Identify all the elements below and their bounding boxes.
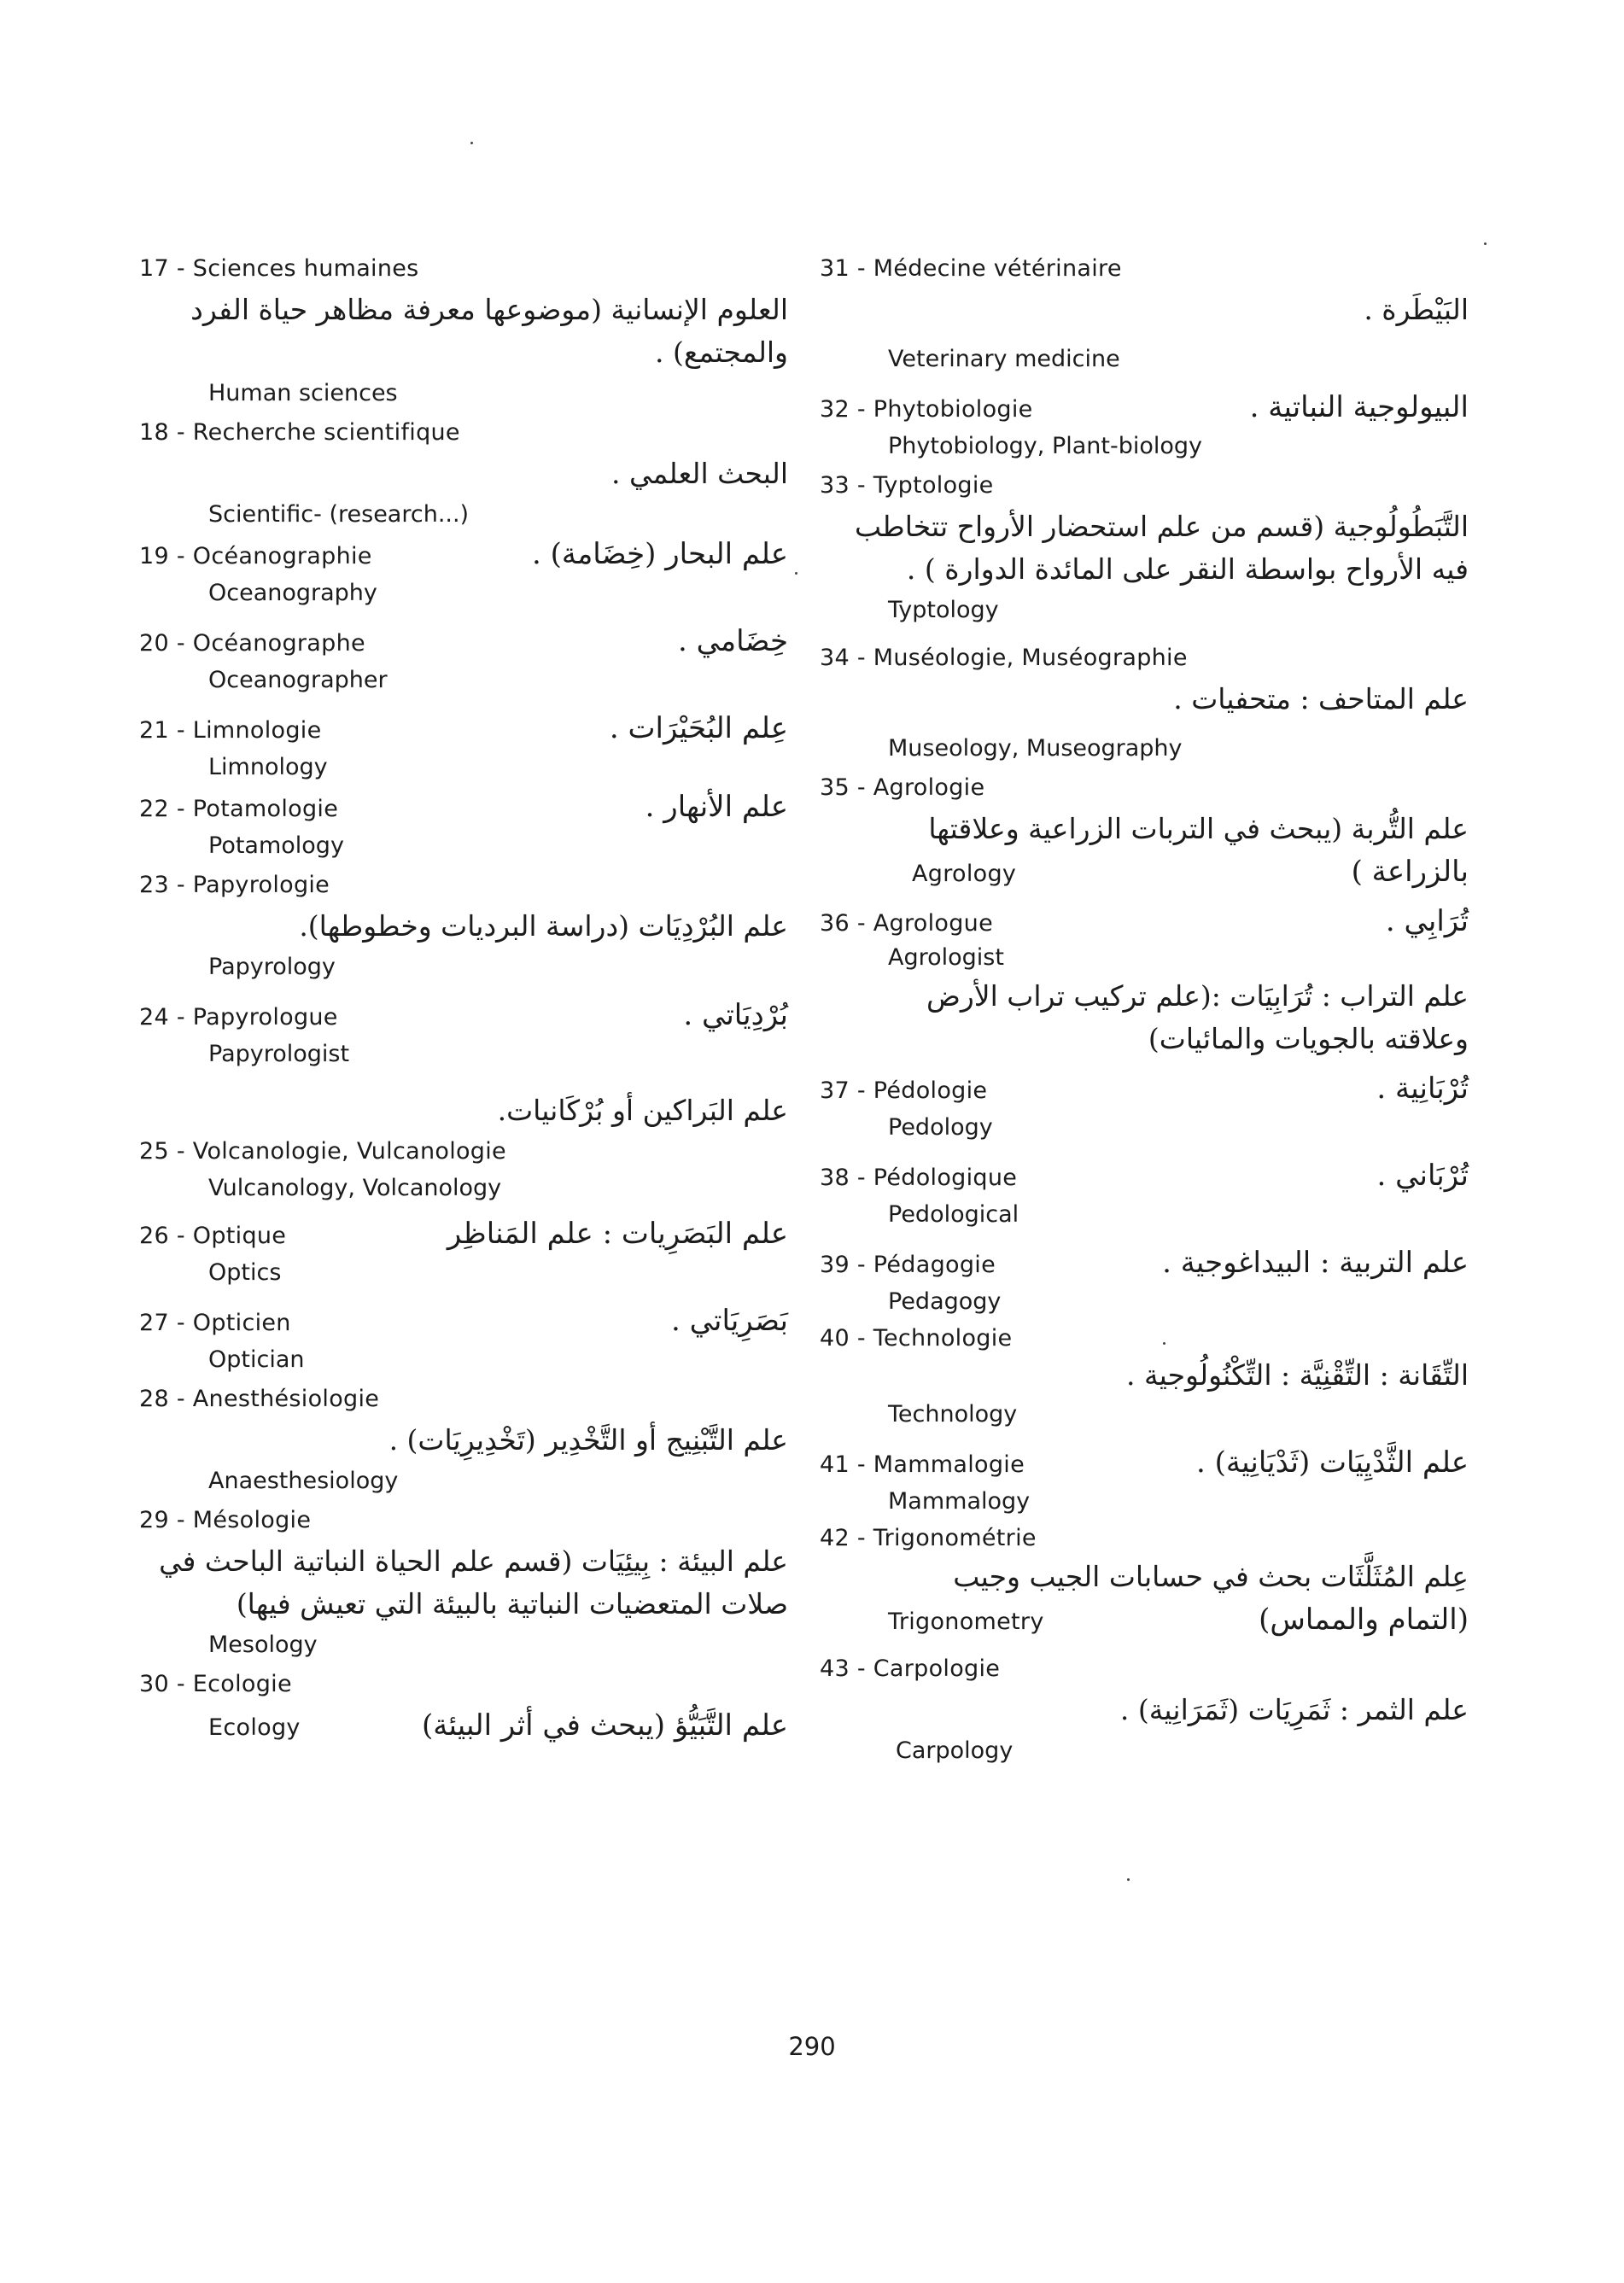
- scan-speck: [1163, 1342, 1165, 1345]
- entry-26: [139, 1214, 788, 1293]
- entry-arabic-definition-next: علم البَراكين أو بُرْكَانيات.: [497, 1094, 788, 1127]
- entry-english-term: Scientific- (research...): [208, 501, 470, 528]
- entry-french-term: 27 - Opticien: [139, 1310, 291, 1336]
- entry-english-term: Pedological: [888, 1201, 1019, 1228]
- entry-english-term: Papyrology: [208, 954, 336, 980]
- entry-34: [820, 639, 1469, 768]
- entry-english-term: Optics: [208, 1259, 282, 1286]
- entry-32: [820, 388, 1469, 466]
- entry-23: [139, 866, 788, 987]
- scan-speck: [1484, 242, 1487, 245]
- entry-30: [139, 1665, 788, 1747]
- entry-arabic-definition: خِضَامي .: [677, 624, 788, 658]
- entry-arabic-definition: تُرْبَانِية .: [1376, 1071, 1469, 1106]
- entry-french-term: 19 - Océanographie: [139, 543, 372, 569]
- entry-arabic-definition: التِّقَانة : التِّقْنِيَّة : التِّكْنُولُوجية .: [1125, 1358, 1469, 1392]
- entry-french-term: 25 - Volcanologie, Vulcanologie: [139, 1138, 506, 1165]
- entry-19: [139, 534, 788, 613]
- entry-arabic-definition: عِلم المُثَلَّثَات بحث في حسابات الجيب وجيب: [953, 1560, 1469, 1593]
- entry-arabic-definition: علم التُّربة (يبحث في التربات الزراعية وعلاقتها: [928, 812, 1469, 845]
- entry-arabic-definition-next: علم التراب : تُرَابِيَات :(علم تركيب تراب الأرض وعلاقته بالجويات والمائيات): [926, 979, 1469, 1055]
- entry-arabic-definition-cont: بالزراعة ): [1351, 855, 1469, 889]
- entry-english-term: Pedagogy: [888, 1288, 1002, 1315]
- entry-english-term: Phytobiology, Plant-biology: [888, 433, 1203, 459]
- entry-38: [820, 1156, 1469, 1235]
- entry-french-term: 23 - Papyrologie: [139, 872, 330, 898]
- entry-english-term: Papyrologist: [208, 1041, 350, 1067]
- right-column: [820, 249, 1469, 1771]
- entry-french-term: 37 - Pédologie: [820, 1077, 988, 1104]
- entry-french-term: 28 - Anesthésiologie: [139, 1386, 380, 1412]
- entry-27: [139, 1301, 788, 1380]
- entry-arabic-definition: علم الأنهار .: [645, 790, 788, 824]
- entry-french-term: 29 - Mésologie: [139, 1507, 312, 1533]
- entry-22: [139, 787, 788, 866]
- entry-28: [139, 1380, 788, 1501]
- entry-42: [820, 1521, 1469, 1641]
- entry-24: [139, 996, 788, 1132]
- entry-31: [820, 249, 1469, 379]
- entry-arabic-definition: البَيْطَرة .: [1364, 293, 1469, 326]
- entry-arabic-definition: علم التَّبَيُّؤ (يبحث في أثر البيئة): [421, 1708, 788, 1743]
- entry-french-term: 26 - Optique: [139, 1223, 287, 1249]
- entry-arabic-definition: علم البُرْدِيَات (دراسة البرديات وخطوطها).: [299, 909, 788, 943]
- entry-english-term: Potamology: [208, 832, 344, 859]
- entry-french-term: 18 - Recherche scientifique: [139, 419, 460, 446]
- entry-english-term: Pedology: [888, 1114, 993, 1141]
- scan-speck: [470, 142, 473, 144]
- entry-english-term: Typtology: [888, 597, 999, 623]
- entry-french-term: 31 - Médecine vétérinaire: [820, 255, 1122, 282]
- entry-french-term: 24 - Papyrologue: [139, 1004, 338, 1031]
- entry-arabic-definition: علم الثمر : ثَمَرِيَات (ثَمَرَانِية) .: [1119, 1693, 1469, 1726]
- entry-41: [820, 1443, 1469, 1521]
- entry-english-term: Limnology: [208, 754, 328, 780]
- left-column: [139, 249, 788, 1747]
- entry-french-term: 33 - Typtologie: [820, 472, 994, 499]
- entry-arabic-definition: علم الثَّدْيِيَات (ثَدْيَانِية) .: [1195, 1445, 1469, 1480]
- entry-french-term: 20 - Océanographe: [139, 630, 365, 657]
- entry-french-term: 36 - Agrologue: [820, 910, 993, 937]
- entry-english-term: Oceanographer: [208, 667, 388, 693]
- entry-39: [820, 1243, 1469, 1322]
- entry-english-term: Mammalogy: [888, 1488, 1031, 1515]
- entry-35: [820, 768, 1469, 893]
- entry-french-term: 43 - Carpologie: [820, 1655, 1001, 1682]
- entry-english-term: Human sciences: [208, 380, 398, 406]
- entry-20: [139, 622, 788, 700]
- entry-french-term: 32 - Phytobiologie: [820, 396, 1033, 423]
- entry-arabic-definition-cont: (التمام والمماس): [1259, 1603, 1469, 1637]
- entry-english-term: Optician: [208, 1346, 305, 1373]
- entry-arabic-definition: علم البحار (خِضَامة) .: [531, 537, 788, 571]
- entry-33: [820, 466, 1469, 630]
- entry-36: [820, 902, 1469, 1060]
- entry-english-term: Trigonometry: [888, 1609, 1044, 1635]
- entry-arabic-definition: التَّبَطُولُوجية (قسم من علم استحضار الأرواح تتخاطب فيه الأرواح بواسطة النقر على المائدة الدوارة ) .: [855, 510, 1469, 586]
- entry-arabic-definition: البحث العلمي .: [610, 457, 788, 490]
- entry-arabic-definition: بُرْدِيَاتي .: [683, 998, 788, 1032]
- entry-40: [820, 1322, 1469, 1434]
- entry-arabic-definition: تُرْبَاني .: [1376, 1159, 1469, 1193]
- entry-english-term: Anaesthesiology: [208, 1468, 399, 1494]
- entry-french-term: 34 - Muséologie, Muséographie: [820, 645, 1188, 671]
- entry-21: [139, 709, 788, 787]
- entry-english-term: Mesology: [208, 1632, 318, 1658]
- entry-english-term: Agrologist: [888, 944, 1004, 971]
- entry-french-term: 22 - Potamologie: [139, 796, 339, 822]
- entry-29: [139, 1501, 788, 1665]
- entry-english-term: Museology, Museography: [888, 735, 1183, 762]
- entry-english-term: Veterinary medicine: [888, 346, 1120, 372]
- entry-french-term: 40 - Technologie: [820, 1325, 1013, 1352]
- scan-speck: [795, 572, 797, 575]
- entry-arabic-definition: تُرَابِي .: [1385, 904, 1469, 938]
- entry-english-term: Technology: [888, 1401, 1018, 1428]
- entry-english-term: Agrology: [912, 861, 1017, 887]
- page-number: 290: [788, 2032, 836, 2061]
- entry-arabic-definition: علم البيئة : بِيئِيَات (قسم علم الحياة النباتية الباحث في صلات المتعضيات النباتية بالبيئة التي تعيش فيها): [159, 1544, 788, 1620]
- entry-french-term: 41 - Mammalogie: [820, 1451, 1025, 1478]
- entry-arabic-definition: عِلم البُحَيْرَات .: [609, 711, 788, 745]
- entry-17: [139, 249, 788, 413]
- entry-english-term: Ecology: [208, 1714, 301, 1741]
- entry-18: [139, 413, 788, 534]
- entry-french-term: 38 - Pédologique: [820, 1165, 1018, 1191]
- entry-english-term: Vulcanology, Volcanology: [208, 1175, 502, 1201]
- entry-37: [820, 1069, 1469, 1147]
- entry-french-term: 30 - Ecologie: [139, 1671, 292, 1697]
- entry-arabic-definition: علم التَّبْنِيج أو التَّخْدِير (تَخْدِيرِيَات) .: [388, 1423, 788, 1457]
- entry-25: [139, 1132, 788, 1206]
- entry-arabic-definition: علم التربية : البيداغوجية .: [1162, 1246, 1469, 1280]
- entry-arabic-definition: العلوم الإنسانية (موضوعها معرفة مظاهر حياة الفرد والمجتمع) .: [190, 293, 788, 369]
- entry-french-term: 42 - Trigonométrie: [820, 1525, 1037, 1551]
- entry-arabic-definition: البيولوجية النباتية .: [1249, 390, 1469, 424]
- entry-french-term: 21 - Limnologie: [139, 717, 322, 744]
- entry-french-term: 35 - Agrologie: [820, 774, 985, 801]
- entry-english-term: Carpology: [896, 1737, 1014, 1764]
- entry-arabic-definition: بَصَرِيَاتي .: [671, 1304, 788, 1338]
- entry-english-term: Oceanography: [208, 580, 377, 606]
- scan-speck: [1127, 1878, 1130, 1881]
- entry-arabic-definition: علم المتاحف : متحفيات .: [1173, 682, 1469, 715]
- entry-french-term: 17 - Sciences humaines: [139, 255, 419, 282]
- entry-french-term: 39 - Pédagogie: [820, 1252, 996, 1278]
- entry-43: [820, 1649, 1469, 1771]
- entry-arabic-definition: علم البَصَرِيات : علم المَناظِر: [447, 1217, 788, 1251]
